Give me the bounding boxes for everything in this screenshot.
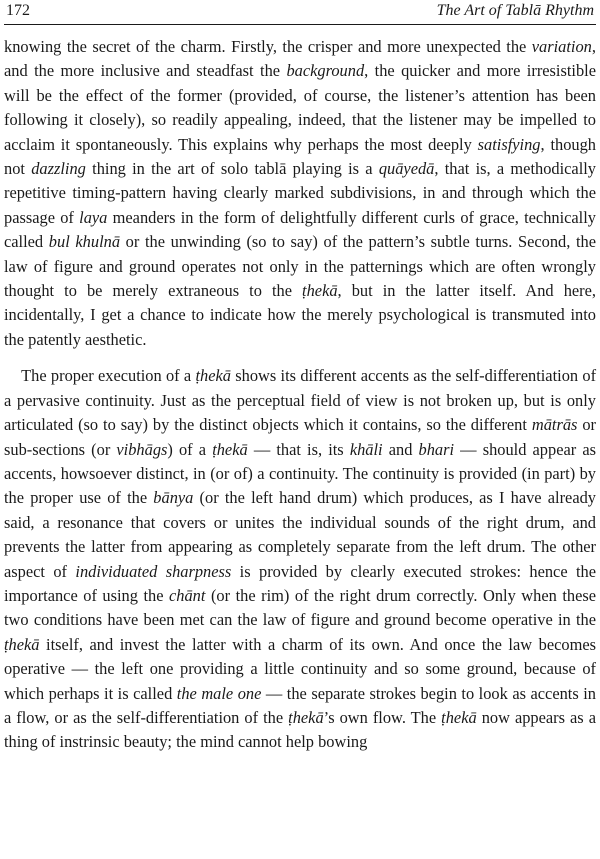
italic-term: ṭhekā <box>441 707 477 727</box>
italic-term: ṭhekā <box>212 439 248 459</box>
text-run: knowing the secret of the charm. Firstly, the crisper and more unexpected the <box>4 37 532 56</box>
text-run: The proper execution of a <box>4 366 196 386</box>
text-run: , but in the latter itself. And here, incidentally, I get a chance to indicate how the merely psychological is transmuted into the patently aesthetic. <box>4 281 596 349</box>
italic-term: bul khulnā <box>48 232 121 252</box>
text-run: (or the left hand drum) which produces, as I have already said, a resonance that covers or unites the individual sounds of the right drum, and prevents the latter from appearing as completely separate from the left drum. The other aspect of <box>4 488 596 581</box>
running-title: The Art of Tablā Rhythm <box>436 2 594 19</box>
text-run: now appears as a thing of instrinsic beauty; the mind cannot help bowing <box>4 707 596 752</box>
text-run: or sub-sections (or <box>4 415 596 459</box>
text-run: , though not <box>4 134 596 179</box>
text-run: , that is, a methodically repetitive timing-pattern having clearly marked subdivisions, in and through which the passage of <box>4 159 596 227</box>
text-run: thing in the art of solo tablā playing is a <box>85 159 379 179</box>
italic-term: satisfying <box>477 134 541 154</box>
running-header <box>4 0 596 25</box>
italic-term: dazzling <box>31 159 86 179</box>
italic-term: vibhāgs <box>116 439 168 459</box>
text-run: , and the more inclusive and steadfast the <box>4 37 596 81</box>
text-run: itself, and invest the latter with a charm of its own. And once the law becomes operative — the left one providing a little continuity and so some ground, because of which perhaps it is called <box>4 634 596 703</box>
text-run: — the separate strokes begin to look as accents in a flow, or as the self-differentiation of the <box>4 683 597 727</box>
text-run: ) of a <box>167 439 213 459</box>
text-run: , the quicker and more irresistible will be the effect of the former (provided, of course, the listener’s attention has been following it closely), so readily appealing, indeed, that the listener may be impelled to acclaim it spontaneously. This explains why perhaps the most deeply <box>4 61 596 154</box>
paragraph-2 <box>4 364 596 755</box>
italic-term: individuated sharpness <box>75 561 232 581</box>
italic-term: bānya <box>153 488 194 508</box>
italic-term: ṭhekā <box>4 634 40 654</box>
italic-term: laya <box>79 207 108 227</box>
italic-term: khāli <box>349 439 383 459</box>
italic-term: the male one <box>176 683 262 703</box>
italic-term: ṭhekā <box>302 281 338 301</box>
italic-term: ṭhekā <box>195 366 231 386</box>
italic-term: quāyedā <box>378 159 435 179</box>
italic-term: ṭhekā <box>288 707 324 727</box>
paragraph-1 <box>4 35 596 352</box>
italic-term: bhari <box>418 439 455 459</box>
text-run: or the unwinding (so to say) of the pattern’s subtle turns. Second, the law of figure and ground operates not only in the patternings which are often wrongly thought to be merely extraneous to the <box>4 232 596 301</box>
text-run: is provided by clearly executed strokes: hence the importance of using the <box>4 561 597 605</box>
text-run: meanders in the form of delightfully different curls of grace, technically called <box>4 207 596 252</box>
text-run: ’s own flow. The <box>323 707 442 727</box>
page-number: 172 <box>6 2 30 19</box>
italic-term: variation <box>531 37 592 56</box>
text-run: — should appear as accents, howsoever distinct, in (or of) a continuity. The continuity is provided (in part) by the proper use of the <box>4 439 596 508</box>
text-run: (or the rim) of the right drum correctly. Only when these two conditions have been met can the law of figure and ground become operative in the <box>4 585 596 630</box>
italic-term: mātrās <box>531 415 578 435</box>
text-run: shows its different accents as the self-differentiation of a pervasive continuity. Just as the perceptual field of view is not broken up, but is only articulated (so to say) by the distinct objects which it contains, so the different <box>4 366 597 435</box>
italic-term: background <box>286 61 365 81</box>
text-run: and <box>382 439 419 459</box>
text-run: — that is, its <box>247 439 350 459</box>
italic-term: chānt <box>169 585 206 605</box>
